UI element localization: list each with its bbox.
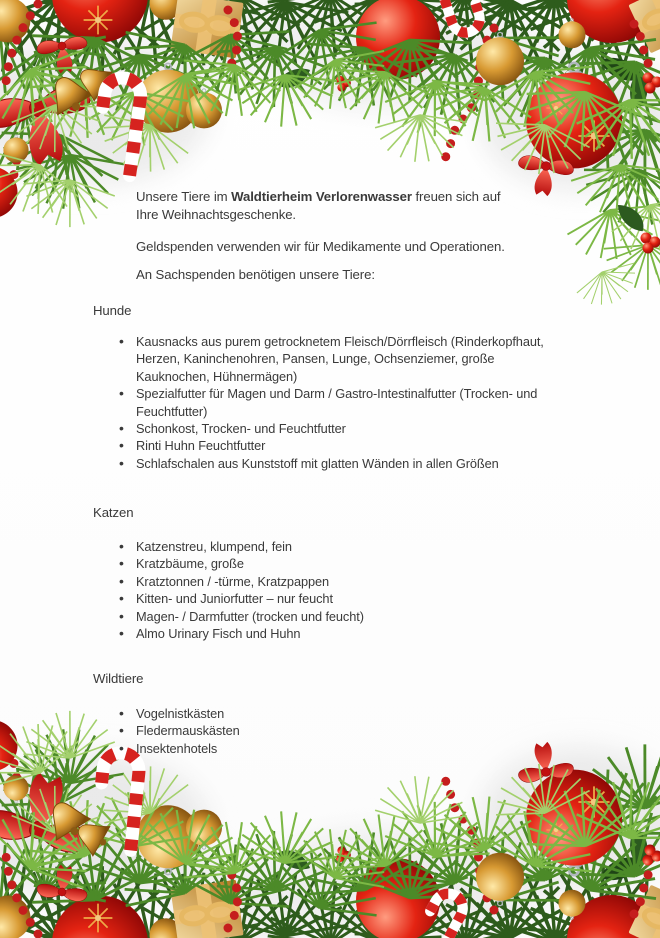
list-item: • Kratzbäume, große <box>117 555 554 572</box>
list-item: • Spezialfutter für Magen und Darm / Gastro-Intestinalfutter (Trocken- und Feuchtfutter) <box>117 385 554 420</box>
wishlist-lead-paragraph: An Sachspenden benötigen unsere Tiere: <box>136 267 375 282</box>
intro-text-line2: Ihre Weihnachtsgeschenke. <box>136 206 296 222</box>
intro-text: freuen sich auf <box>411 189 501 204</box>
list-item: • Schonkost, Trocken- und Feuchtfutter <box>117 420 554 437</box>
list-item: • Vogelnistkästen <box>117 705 554 722</box>
wishlist-cats <box>117 538 554 642</box>
shelter-name: Waldtierheim Verlorenwasser <box>231 189 412 204</box>
list-item: • Kratztonnen / -türme, Kratzpappen <box>117 573 554 590</box>
section-heading-cats: Katzen <box>93 505 134 520</box>
list-item: • Insektenhotels <box>117 740 554 757</box>
list-item: • Fledermauskästen <box>117 722 554 739</box>
list-item: • Katzenstreu, klumpend, fein <box>117 538 554 555</box>
list-item: • Magen- / Darmfutter (trocken und feucht) <box>117 608 554 625</box>
wishlist-dogs <box>117 333 554 472</box>
intro-paragraph <box>136 188 516 223</box>
section-heading-wildlife: Wildtiere <box>93 671 144 686</box>
list-item: • Schlafschalen aus Kunststoff mit glatten Wänden in allen Größen <box>117 455 554 472</box>
intro-text: Unsere Tiere im <box>136 189 232 204</box>
section-heading-dogs: Hunde <box>93 303 132 318</box>
wishlist-wildlife <box>117 705 554 757</box>
list-item: • Kitten- und Juniorfutter – nur feucht <box>117 590 554 607</box>
donations-paragraph: Geldspenden verwenden wir für Medikamente und Operationen. <box>136 239 505 254</box>
list-item: • Almo Urinary Fisch und Huhn <box>117 625 554 642</box>
list-item: • Rinti Huhn Feuchtfutter <box>117 437 554 454</box>
list-item: • Kausnacks aus purem getrocknetem Fleisch/Dörrfleisch (Rinderkopfhaut, Herzen, Kaninchenohren, Pansen, Lunge, Ochsenziemer, große Kauknochen, Hühnermägen) <box>117 333 554 385</box>
